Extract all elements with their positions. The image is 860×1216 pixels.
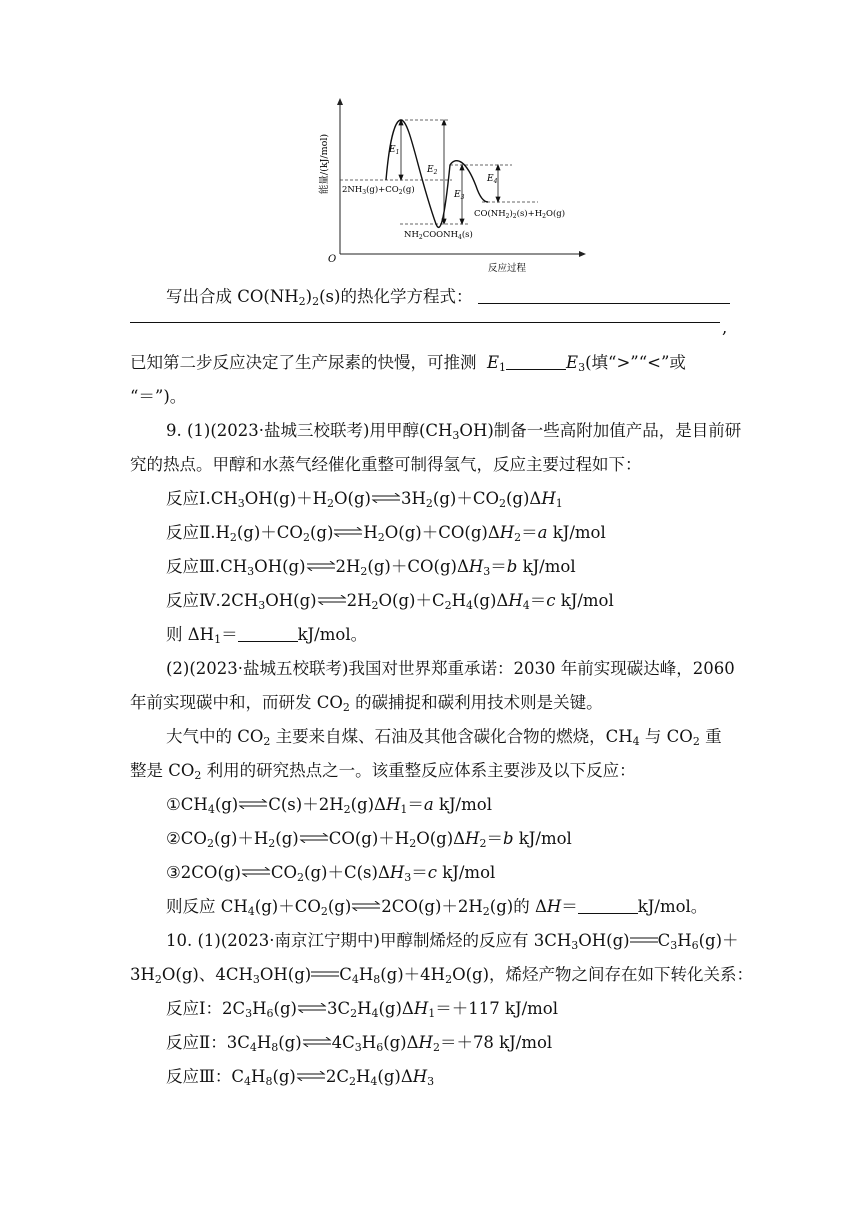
x-axis-arrow xyxy=(579,251,586,257)
question-9-1-answer: 则 $\Delta H_1= kJ/mol$。 xyxy=(166,625,368,646)
question-10-line2: $3H_2O(g)$、$4CH_3OH(g)$ $C_4H_8(g)+4H_2O(g)$，烯烃产物之间存在如下转化关系： xyxy=(130,965,754,986)
answer-blank-full-line[interactable] xyxy=(130,322,720,323)
e4-label: $E_4$ xyxy=(487,174,498,185)
question-9-1-line1: 9. (1)(2023·盐城三校联考)用甲醇$(CH_3OH)$制备一些高附加值产品，是目前研 xyxy=(166,421,742,442)
y-axis-label: 能量/(kJ/mol) xyxy=(319,133,330,195)
x-axis-label: 反应过程 xyxy=(488,263,527,274)
origin-label: O xyxy=(328,254,337,265)
olefin-reaction-2: 反应Ⅱ：$3C_4H_8(g)$ $4C_3H_6(g)\Delta H_2=+78$ kJ/mol xyxy=(166,1033,553,1054)
equation-3: ③2CO(g) $CO_2(g)+C(s)\Delta H_3=c$ kJ/mol xyxy=(166,863,496,884)
e2-label: $E_2$ xyxy=(427,165,438,176)
energy-profile-diagram xyxy=(300,94,600,280)
reaction-4: 反应$Ⅳ.2CH_3OH(g)$ $2H_2O(g)+C_2H_4(g)\Delta H_4=c$ kJ/mol xyxy=(166,591,614,612)
dh-blank[interactable] xyxy=(578,896,638,914)
question-9-2-line1: (2)(2023·盐城五校联考)我国对世界郑重承诺：2030 年前实现碳达峰，2060 xyxy=(166,659,735,678)
products-label: $CO(NH_2)_2(s)+H_2O(g)$ xyxy=(474,209,566,220)
question-9-2-answer: 则反应 $CH_4(g)+CO_2(g)$ $2CO(g)+2H_2(g)$的 ΔH＝ kJ/mol。 xyxy=(166,897,708,918)
compare-blank[interactable] xyxy=(506,352,566,370)
y-axis-arrow xyxy=(337,98,343,105)
question-8-compare-cont: “＝”)。 xyxy=(130,387,187,406)
question-9-2-line3: 大气中的 $CO_2$ 主要来自煤、石油及其他含碳化合物的燃烧，$CH_4$ 与 $CO_2$ 重 xyxy=(166,727,722,748)
reactants-label: $2NH_3(g)+CO_2(g)$ xyxy=(342,185,415,196)
olefin-reaction-3: 反应Ⅲ：$C_4H_8(g)$ $2C_2H_4(g)\Delta H_3$ xyxy=(166,1067,435,1088)
reaction-2: 反应$Ⅱ.H_2(g)+CO_2(g)$ $H_2O(g)+CO(g)\Delta H_2=a$ kJ/mol xyxy=(166,523,606,544)
answer-blank[interactable] xyxy=(478,286,730,304)
dh1-blank[interactable] xyxy=(238,624,298,642)
question-8-compare: 已知第二步反应决定了生产尿素的快慢，可推测 $E_1$ $E_3$(填“>”“<”或 xyxy=(130,353,686,374)
question-8-prompt: 写出合成 $CO(NH_2)_2(s)$的热化学方程式： xyxy=(166,280,730,314)
intermediate-label: $NH_2COONH_4(s)$ xyxy=(404,230,473,241)
question-9-2-line2: 年前实现碳中和，而研发 $CO_2$ 的碳捕捉和碳利用技术则是关键。 xyxy=(130,693,603,714)
question-9-1-line2: 究的热点。甲醇和水蒸气经催化重整可制得氢气，反应主要过程如下： xyxy=(130,455,642,474)
question-10-line1: 10. (1)(2023·南京江宁期中)甲醇制烯烃的反应有 $3CH_3OH(g)$ $C_3H_6(g)+$ xyxy=(166,931,739,952)
e1-label: $E_1$ xyxy=(389,145,400,156)
equation-1: $①CH_4(g)$ $C(s)+2H_2(g)\Delta H_1=a$ kJ/mol xyxy=(166,795,492,816)
reaction-3: 反应$Ⅲ.CH_3OH(g)$ $2H_2(g)+CO(g)\Delta H_3=b$ kJ/mol xyxy=(166,557,576,578)
equation-2: $②CO_2(g)+H_2(g)$ $CO(g)+H_2O(g)\Delta H_2=b$ kJ/mol xyxy=(166,829,572,850)
olefin-reaction-1: 反应Ⅰ：$2C_3H_6(g)$ $3C_2H_4(g)\Delta H_1=+117$ kJ/mol xyxy=(166,999,559,1020)
e3-label: $E_3$ xyxy=(454,190,465,201)
reaction-1: 反应$Ⅰ.CH_3OH(g)+H_2O(g)$ $3H_2(g)+CO_2(g)\Delta H_1$ xyxy=(166,489,563,510)
question-9-2-line4: 整是 $CO_2$ 利用的研究热点之一。该重整反应体系主要涉及以下反应： xyxy=(130,761,636,782)
